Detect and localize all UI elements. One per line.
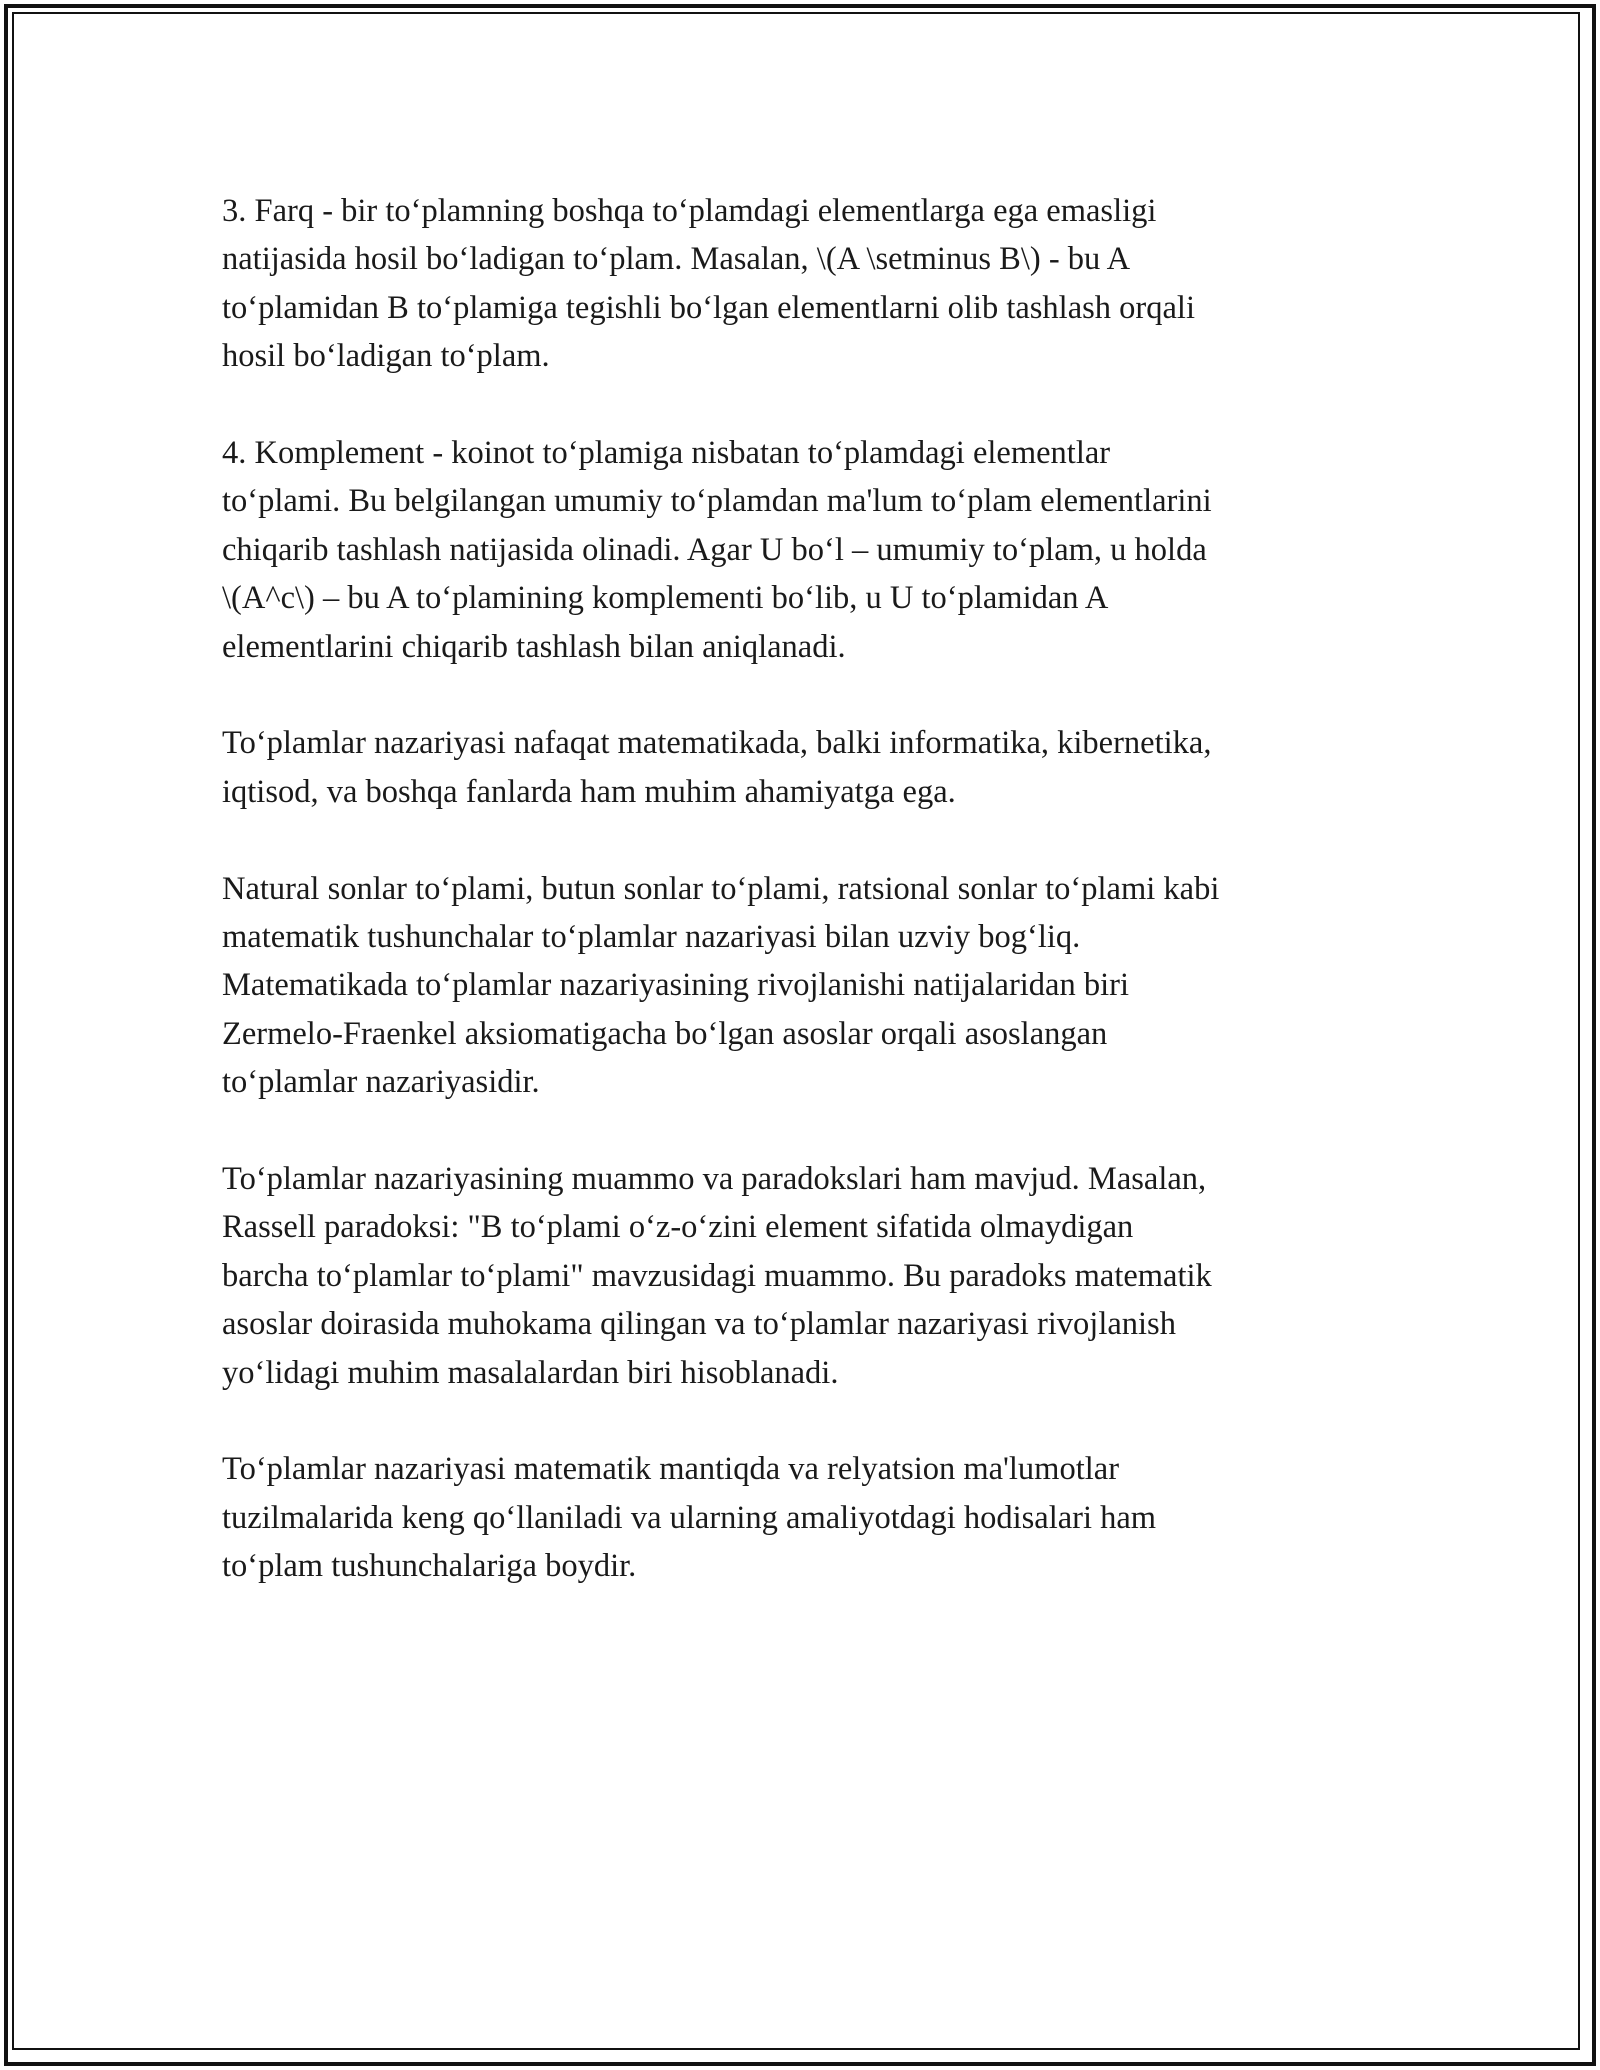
paragraph-number-sets bbox=[222, 865, 1362, 1107]
paragraph-line: to‘plami. Bu belgilangan umumiy to‘plamdan ma'lum to‘plam elementlarini bbox=[222, 483, 1212, 520]
paragraph-line: elementlarini chiqarib tashlash bilan aniqlanadi. bbox=[222, 628, 846, 665]
paragraph-line: barcha to‘plamlar to‘plami" mavzusidagi muammo. Bu paradoks matematik bbox=[222, 1257, 1212, 1294]
paragraph-line: matematik tushunchalar to‘plamlar nazariyasi bilan uzviy bog‘liq. bbox=[222, 919, 1081, 956]
paragraph-line: asoslar doirasida muhokama qilingan va to‘plamlar nazariyasi rivojlanish bbox=[222, 1306, 1176, 1343]
paragraph-line: to‘plam tushunchalariga boydir. bbox=[222, 1548, 637, 1585]
paragraph-line: 4. Komplement - koinot to‘plamiga nisbatan to‘plamdagi elementlar bbox=[222, 435, 1111, 472]
paragraph-line: To‘plamlar nazariyasi nafaqat matematikada, balki informatika, kibernetika, bbox=[222, 725, 1212, 762]
paragraph-line: yo‘lidagi muhim masalalardan biri hisoblanadi. bbox=[222, 1354, 839, 1391]
paragraph-line: \(A^c\) – bu A to‘plamining komplementi bo‘lib, u U to‘plamidan A bbox=[222, 580, 1109, 617]
paragraph-line: tuzilmalarida keng qo‘llaniladi va ularning amaliyotdagi hodisalari ham bbox=[222, 1499, 1157, 1536]
paragraph-line: iqtisod, va boshqa fanlarda ham muhim ahamiyatga ega. bbox=[222, 773, 956, 810]
paragraph-line: Natural sonlar to‘plami, butun sonlar to‘plami, ratsional sonlar to‘plami kabi bbox=[222, 870, 1220, 907]
paragraph-line: 3. Farq - bir to‘plamning boshqa to‘plamdagi elementlarga ega emasligi bbox=[222, 193, 1157, 229]
paragraph-difference bbox=[222, 187, 1362, 381]
paragraph-line: to‘plamlar nazariyasidir. bbox=[222, 1064, 540, 1101]
paragraph-line: hosil bo‘ladigan to‘plam. bbox=[222, 338, 550, 375]
paragraph-line: Matematikada to‘plamlar nazariyasining rivojlanishi natijalaridan biri bbox=[222, 967, 1129, 1004]
paragraph-paradoxes bbox=[222, 1155, 1362, 1397]
paragraph-complement bbox=[222, 429, 1362, 671]
paragraph-line: Zermelo-Fraenkel aksiomatigacha bo‘lgan asoslar orqali asoslangan bbox=[222, 1015, 1108, 1052]
paragraph-applications bbox=[222, 719, 1362, 816]
paragraph-line: chiqarib tashlash natijasida olinadi. Agar U bo‘l – umumiy to‘plam, u holda bbox=[222, 531, 1207, 568]
document-body bbox=[222, 187, 1362, 1639]
paragraph-logic-databases bbox=[222, 1445, 1362, 1590]
paragraph-line: Rassell paradoksi: "B to‘plami o‘z-o‘zini element sifatida olmaydigan bbox=[222, 1209, 1134, 1246]
paragraph-line: to‘plamidan B to‘plamiga tegishli bo‘lgan elementlarni olib tashlash orqali bbox=[222, 289, 1195, 326]
paragraph-line: To‘plamlar nazariyasi matematik mantiqda va relyatsion ma'lumotlar bbox=[222, 1451, 1120, 1488]
paragraph-line: To‘plamlar nazariyasining muammo va paradokslari ham mavjud. Masalan, bbox=[222, 1161, 1207, 1198]
paragraph-line: natijasida hosil bo‘ladigan to‘plam. Masalan, \(A \setminus B\) - bu A bbox=[222, 241, 1131, 278]
